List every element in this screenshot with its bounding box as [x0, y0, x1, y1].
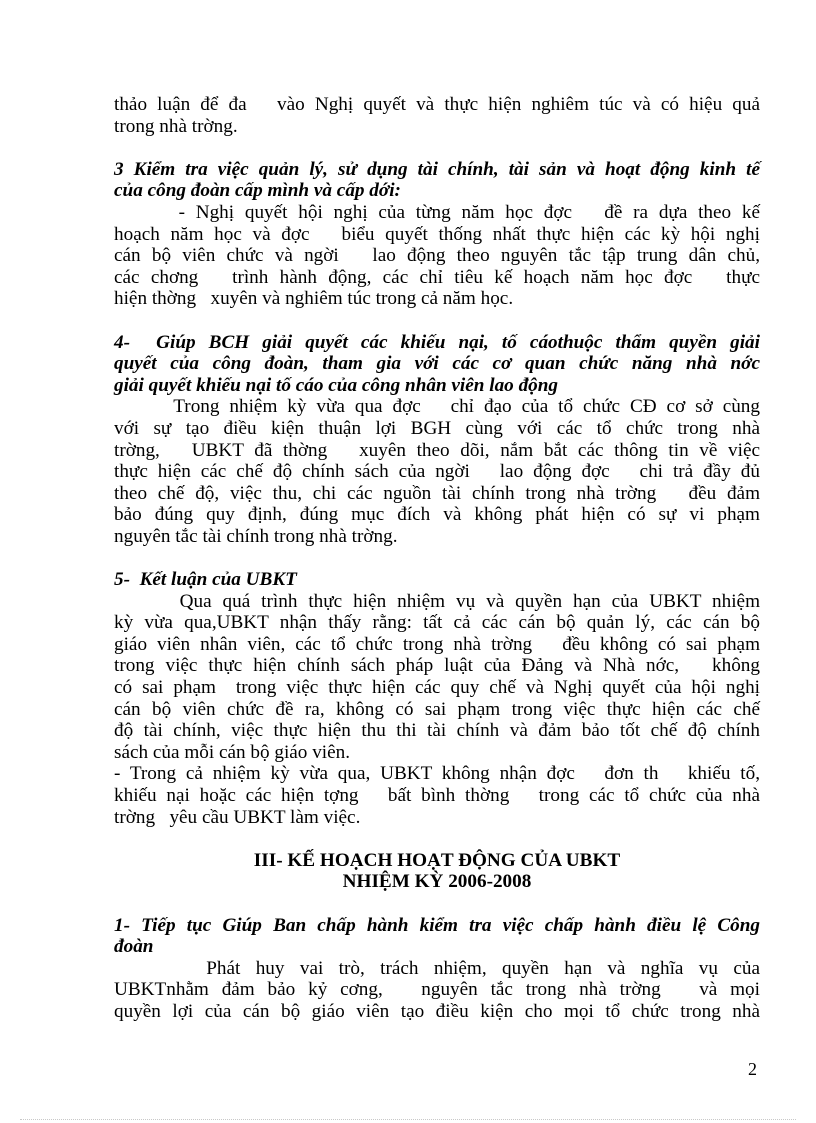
text-line: sách của mỗi cán bộ giáo viên.: [114, 741, 351, 763]
paragraph-section-5: [114, 591, 760, 829]
text-line: 3 Kiểm tra việc quản lý, sử dụng tài chính, tài sản và hoạt động kinh tế: [114, 158, 760, 180]
text-line: với sự tạo điều kiện thuận lợi BGH cùng với các tổ chức trong nhà: [114, 417, 760, 439]
paragraph-continuation: [114, 94, 760, 137]
text-line: trong nhà trờng.: [114, 115, 238, 137]
text-line: của công đoàn cấp mình và cấp dới:: [114, 180, 401, 202]
text-line: cán bộ viên chức và ngời lao động theo nguyên tắc tập trung dân chủ,: [114, 245, 760, 267]
text-line: trờng yêu cầu UBKT làm việc.: [114, 806, 361, 828]
footer-divider: [20, 1119, 796, 1120]
page-number: 2: [748, 1059, 757, 1079]
text-line: 5- Kết luận của UBKT: [114, 569, 297, 591]
section-title: [114, 850, 760, 893]
text-line: trờng, UBKT đã thờng xuyên theo dõi, nắm bắt các thông tin về việc: [114, 439, 760, 461]
text-line: Trong nhiệm kỳ vừa qua đợc chỉ đạo của tổ chức CĐ cơ sở cùng: [114, 396, 760, 418]
text-line: quyết của công đoàn, tham gia với các cơ quan chức năng nhà nớc: [114, 353, 760, 375]
text-line: Qua quá trình thực hiện nhiệm vụ và quyền hạn của UBKT nhiệm: [114, 590, 760, 612]
text-line: kỳ vừa qua,UBKT nhận thấy rằng: tất cả các cán bộ quản lý, các cán bộ: [114, 612, 760, 634]
text-line: giải quyết khiếu nại tố cáo của công nhân viên lao động: [114, 374, 559, 396]
text-line: hiện thờng xuyên và nghiêm túc trong cả năm học.: [114, 288, 514, 310]
text-line: có sai phạm trong việc thực hiện các quy chế và Nghị quyết của hội nghị: [114, 677, 760, 699]
text-line: đoàn: [114, 936, 154, 958]
text-line: giáo viên nhân viên, các tổ chức trong nhà trờng đều không có sai phạm: [114, 633, 760, 655]
paragraph-section-3: [114, 202, 760, 310]
text-line: trong việc thực hiện chính sách pháp luật của Đảng và Nhà nớc, không: [114, 655, 760, 677]
text-line: - Trong cả nhiệm kỳ vừa qua, UBKT không nhận đợc đơn th khiếu tố,: [114, 763, 760, 785]
text-line: nguyên tắc tài chính trong nhà trờng.: [114, 525, 398, 547]
text-line: 1- Tiếp tục Giúp Ban chấp hành kiểm tra việc chấp hành điều lệ Công: [114, 914, 760, 936]
text-line: theo chế độ, việc thu, chi các nguồn tài chính trong nhà trờng đều đảm: [114, 482, 760, 504]
text-line: các chơng trình hành động, các chỉ tiêu kế hoạch năm học đợc thực: [114, 266, 760, 288]
section-heading-4: [114, 332, 760, 397]
paragraph-plan-1: [114, 958, 760, 1023]
text-line: thực hiện các chế độ chính sách của ngời lao động đợc chi trả đầy đủ: [114, 461, 760, 483]
text-line: - Nghị quyết hội nghị của từng năm học đợc đề ra dựa theo kế: [114, 201, 760, 223]
title-line: III- KẾ HOẠCH HOẠT ĐỘNG CỦA UBKT: [253, 849, 621, 871]
text-line: khiếu nại hoặc các hiện tợng bất bình thờng trong các tổ chức của nhà: [114, 785, 760, 806]
document-page: [114, 94, 760, 1023]
text-line: bảo đúng quy định, đúng mục đích và không phát hiện có sự vi phạm: [114, 504, 760, 526]
text-line: 4- Giúp BCH giải quyết các khiếu nại, tố cáothuộc thẩm quyền giải: [114, 331, 760, 353]
text-line: hoạch năm học và đợc biểu quyết thống nhất thực hiện các kỳ hội nghị: [114, 223, 760, 245]
title-line: NHIỆM KỲ 2006-2008: [342, 871, 532, 893]
text-line: thảo luận để đa vào Nghị quyết và thực hiện nghiêm túc và có hiệu quả: [114, 94, 760, 115]
text-line: UBKTnhằm đảm bảo kỷ cơng, nguyên tắc trong nhà trờng và mọi: [114, 979, 760, 1001]
text-line: Phát huy vai trò, trách nhiệm, quyền hạn và nghĩa vụ của: [114, 957, 760, 979]
section-heading-3: [114, 159, 760, 202]
section-heading-plan-1: [114, 915, 760, 958]
paragraph-section-4: [114, 396, 760, 547]
section-heading-5: [114, 569, 760, 591]
text-line: quyền lợi của cán bộ giáo viên tạo điều kiện cho mọi tổ chức trong nhà: [114, 1000, 760, 1022]
text-line: cán bộ viên chức đề ra, không có sai phạm trong việc thực hiện các chế: [114, 698, 760, 720]
text-line: độ tài chính, việc thực hiện thu thi tài chính và đảm bảo tốt chế độ chính: [114, 720, 760, 742]
